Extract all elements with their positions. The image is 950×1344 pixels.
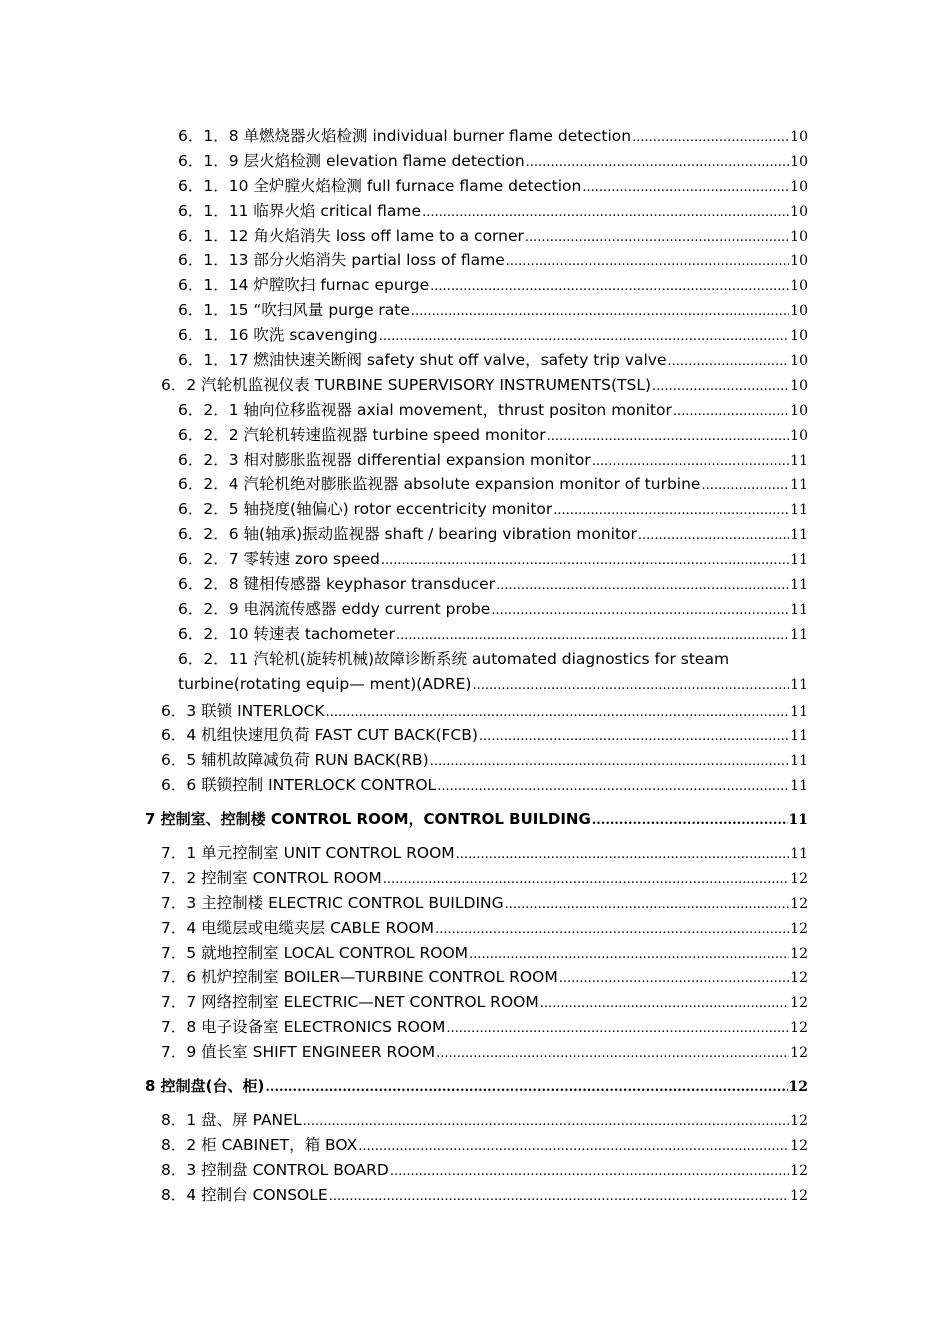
toc-entry-number: 6．1．14 [178,276,249,295]
dot-leader [446,1017,789,1042]
toc-entry[interactable] [0,149,808,174]
toc-entry-page: 10 [790,178,808,195]
dot-leader [540,992,789,1017]
toc-entry-number: 7．8 [161,1018,197,1037]
toc-entry-number: 8．2 [161,1135,197,1154]
toc-entry-title: 电缆层或电缆夹层 CABLE ROOM [201,918,435,937]
toc-entry-number: 7．1 [161,843,197,862]
dot-leader [592,450,789,475]
toc-entry-title: 燃油快速关断阀 safety shut off valve，safety trip valve [253,351,667,370]
toc-entry-number: 6．1．15 [178,301,249,320]
toc-entry-title: 零转速 zoro speed [243,550,380,569]
toc-entry[interactable] [0,1015,808,1040]
toc-entry-title: 机炉控制室 BOILER—TURBINE CONTROL ROOM [201,968,558,987]
dot-leader [430,275,789,300]
toc-entry-number: 6．1．8 [178,127,239,145]
dot-leader [265,1076,787,1101]
toc-entry-page: 11 [790,452,808,469]
toc-entry-title: 部分火焰消失 partial loss of flame [253,251,505,270]
toc-entry-title: 联锁 INTERLOCK [201,701,325,720]
toc-entry-number: 7．2 [161,868,197,887]
toc-entry-page: 12 [790,995,808,1012]
dot-leader [396,624,789,649]
toc-entry-title: “吹扫风量 purge rate [253,301,410,320]
toc-entry[interactable] [0,323,808,348]
toc-entry-page: 11 [790,477,808,494]
toc-entry[interactable] [0,916,808,941]
toc-entry-title: 盘、屏 PANEL [201,1110,302,1129]
toc-entry[interactable] [0,723,808,748]
toc-entry-number: 7．6 [161,968,197,987]
dot-leader [559,967,789,992]
toc-entry-title: 辅机故障减负荷 RUN BACK(RB) [201,751,429,770]
toc-entry[interactable] [0,373,808,398]
toc-entry[interactable] [0,699,808,724]
toc-entry-page: 10 [790,402,808,419]
dot-leader [479,725,789,750]
toc-entry-number: 7．9 [161,1043,197,1062]
toc-entry[interactable] [0,891,808,916]
toc-entry-page: 11 [790,626,808,643]
toc-entry[interactable] [0,298,808,323]
toc-entry-number: 7．4 [161,918,197,937]
dot-leader [472,674,789,699]
toc-entry-page: 12 [790,1045,808,1062]
toc-entry[interactable] [0,965,808,990]
toc-entry-number: 6．1．11 [178,201,249,220]
toc-entry-title: 电涡流传感器 eddy current probe [243,599,491,618]
toc-entry-number: 6．1．9 [178,151,239,170]
toc-entry-number: 6．2．2 [178,425,239,444]
toc-entry-page: 10 [790,427,808,444]
toc-entry-title: 汽轮机绝对膨胀监视器 absolute expansion monitor of turbine [243,475,701,494]
toc-entry-title: 角火焰消失 loss off lame to a corner [253,226,524,245]
toc-entry-page: 11 [788,812,808,829]
dot-leader [547,425,790,450]
toc-entry-page: 12 [790,1112,808,1129]
dot-leader [505,893,790,918]
toc-entry-page: 10 [790,328,808,345]
toc-entry-title: 主控制楼 ELECTRIC CONTROL BUILDING [201,893,504,912]
toc-entry[interactable] [0,398,808,423]
toc-entry-title: 单燃烧器火焰检测 individual burner flame detection [243,127,632,145]
toc-entry-page: 11 [790,676,808,693]
toc-entry-title: 汽轮机(旋转机械)故障诊断系统 automated diagnostics for steam [253,649,730,668]
dot-leader [436,1042,789,1067]
toc-entry-number: 6．2．9 [178,599,239,618]
toc-entry-title: 控制台 CONSOLE [201,1185,328,1204]
toc-entry[interactable] [0,1183,808,1208]
toc-entry-title: 轴(轴承)振动监视器 shaft / bearing vibration monitor [243,525,637,544]
toc-entry-number: 6．1．17 [178,351,249,370]
toc-entry[interactable] [0,841,808,866]
dot-leader [390,1160,789,1185]
toc-entry-title: 轴向位移监视器 axial movement，thrust positon monitor [243,400,672,419]
toc-entry[interactable] [0,547,808,572]
toc-entry-page: 10 [790,203,808,220]
toc-entry-page: 11 [790,577,808,594]
dot-leader [469,943,789,968]
toc-entry-number: 6．2．10 [178,624,249,643]
toc-entry[interactable] [0,248,808,273]
toc-entry-number: 6．2．11 [178,649,249,668]
dot-leader [383,868,789,893]
toc-entry-page: 12 [790,1137,808,1154]
toc-entry-title: 汽轮机转速监视器 turbine speed monitor [243,425,546,444]
toc-entry-page: 10 [790,353,808,370]
dot-leader [638,524,789,549]
toc-entry[interactable] [0,773,808,798]
toc-entry[interactable] [0,866,808,891]
toc-entry[interactable] [0,448,808,473]
toc-entry-page: 12 [790,1187,808,1204]
toc-entry-number: 8．1 [161,1110,197,1129]
toc-entry-title: 相对膨胀监视器 differential expansion monitor [243,450,591,469]
toc-entry[interactable] [0,1158,808,1183]
toc-entry[interactable] [0,941,808,966]
toc-entry[interactable] [0,273,808,298]
toc-entry-page: 11 [790,778,808,795]
toc-entry-title: 控制室、控制楼 CONTROL ROOM，CONTROL BUILDING [160,810,591,829]
toc-entry-title: 值长室 SHIFT ENGINEER ROOM [201,1043,436,1062]
toc-entry-page: 10 [790,253,808,270]
dot-leader [379,325,789,350]
dot-leader [303,1110,790,1135]
dot-leader [422,201,789,226]
toc-entry-page: 11 [790,703,808,720]
toc-entry-title: 联锁控制 INTERLOCK CONTROL [201,776,437,795]
toc-entry[interactable] [0,1133,808,1158]
toc-entry[interactable] [0,124,808,149]
toc-entry-page: 10 [790,153,808,170]
toc-entry[interactable] [0,199,808,224]
toc-entry[interactable] [0,990,808,1015]
toc-entry-page: 12 [790,1020,808,1037]
toc-entry-number: 6．2 [161,375,197,394]
dot-leader [668,350,790,375]
toc-entry-title: 轴挠度(轴偏心) rotor eccentricity monitor [243,500,553,519]
toc-entry-title: 键相传感器 keyphasor transducer [243,575,496,594]
toc-entry-number: 6．1．16 [178,326,249,345]
toc-entry-page: 12 [790,870,808,887]
toc-entry-number: 7 [145,810,156,829]
toc-entry-page: 10 [790,377,808,394]
toc-entry-number: 7．3 [161,893,197,912]
toc-entry-title: 就地控制室 LOCAL CONTROL ROOM [201,943,469,962]
toc-entry-title: 吹洗 scavenging [253,326,378,345]
toc-entry-page: 12 [790,920,808,937]
toc-entry-title: 机组快速甩负荷 FAST CUT BACK(FCB) [201,726,478,745]
toc-entry[interactable] [0,522,808,547]
toc-entry-page: 11 [790,502,808,519]
toc-entry[interactable] [0,1040,808,1065]
toc-entry-title: 控制室 CONTROL ROOM [201,868,382,887]
dot-leader [435,918,789,943]
dot-leader [592,809,788,834]
toc-entry[interactable] [0,1108,808,1133]
toc-entry-number: 7．7 [161,993,197,1012]
toc-entry[interactable] [0,647,808,699]
toc-entry[interactable] [0,597,808,622]
toc-entry[interactable] [0,622,808,647]
table-of-contents [0,124,950,1207]
toc-entry-title: 临界火焰 critical flame [253,201,422,220]
toc-entry-page: 10 [790,228,808,245]
toc-entry-page: 11 [790,552,808,569]
toc-entry-page: 10 [790,278,808,295]
dot-leader [430,750,789,775]
dot-leader [411,300,789,325]
toc-entry-number: 6．4 [161,726,197,745]
toc-entry-page: 11 [790,728,808,745]
dot-leader [491,599,789,624]
toc-entry-page: 11 [790,527,808,544]
dot-leader [496,574,789,599]
dot-leader [437,775,789,800]
toc-entry-title: 全炉膛火焰检测 full furnace flame detection [253,176,582,195]
toc-entry-number: 6．1．10 [178,176,249,195]
toc-entry-number: 7．5 [161,943,197,962]
toc-entry-number: 6．2．6 [178,525,239,544]
dot-leader [506,250,789,275]
dot-leader [526,151,790,176]
dot-leader [326,701,790,726]
toc-entry-title: 转速表 tachometer [253,624,395,643]
toc-entry-title-continued: turbine(rotating equip— ment)(ADRE) [178,674,472,693]
dot-leader [553,499,789,524]
toc-entry[interactable] [0,423,808,448]
dot-leader [652,375,789,400]
toc-entry[interactable] [0,224,808,249]
toc-entry-page: 10 [790,129,808,145]
toc-entry-number: 8．4 [161,1185,197,1204]
toc-entry-page: 11 [790,845,808,862]
toc-entry-page: 12 [788,1078,808,1095]
toc-entry-number: 8．3 [161,1160,197,1179]
toc-entry[interactable] [0,807,808,832]
toc-entry-number: 6．6 [161,776,197,795]
toc-entry-page: 12 [790,1162,808,1179]
toc-entry-number: 6．2．5 [178,500,239,519]
toc-entry-title: 控制盘 CONTROL BOARD [201,1160,389,1179]
dot-leader [381,549,789,574]
toc-entry[interactable] [0,472,808,497]
dot-leader [701,474,789,499]
toc-entry-page: 12 [790,945,808,962]
dot-leader [329,1185,789,1210]
toc-entry-number: 6．1．13 [178,251,249,270]
toc-entry-title: 电子设备室 ELECTRONICS ROOM [201,1018,446,1037]
toc-entry[interactable] [0,748,808,773]
toc-entry-number: 6．2．4 [178,475,239,494]
toc-entry-number: 6．2．8 [178,575,239,594]
toc-entry[interactable] [0,1074,808,1099]
toc-entry-number: 6．2．3 [178,450,239,469]
dot-leader [525,226,789,251]
toc-entry[interactable] [0,348,808,373]
dot-leader [632,126,789,151]
toc-entry-page: 11 [790,601,808,618]
toc-entry-number: 6．2．7 [178,550,239,569]
toc-entry-number: 6．3 [161,701,197,720]
toc-entry-page: 10 [790,303,808,320]
toc-entry-number: 6．5 [161,751,197,770]
toc-entry-title: 网络控制室 ELECTRIC—NET CONTROL ROOM [201,993,539,1012]
toc-entry-title: 柜 CABINET，箱 BOX [201,1135,358,1154]
toc-entry-page: 12 [790,895,808,912]
toc-entry[interactable] [0,497,808,522]
toc-entry-title: 单元控制室 UNIT CONTROL ROOM [201,843,455,862]
dot-leader [582,176,789,201]
toc-entry-title: 控制盘(台、柜) [160,1076,265,1095]
dot-leader [673,400,789,425]
toc-entry-number: 6．1．12 [178,226,249,245]
toc-entry-title: 炉膛吹扫 furnac epurge [253,276,430,295]
dot-leader [456,843,790,868]
toc-entry-page: 11 [790,753,808,770]
toc-entry-number: 6．2．1 [178,400,239,419]
toc-entry-number: 8 [145,1076,156,1095]
toc-entry-title: 汽轮机监视仪表 TURBINE SUPERVISORY INSTRUMENTS(TSL) [201,375,652,394]
toc-entry[interactable] [0,572,808,597]
toc-entry-title: 层火焰检测 elevation flame detection [243,151,525,170]
toc-entry-page: 12 [790,970,808,987]
dot-leader [358,1135,789,1160]
toc-entry[interactable] [0,174,808,199]
